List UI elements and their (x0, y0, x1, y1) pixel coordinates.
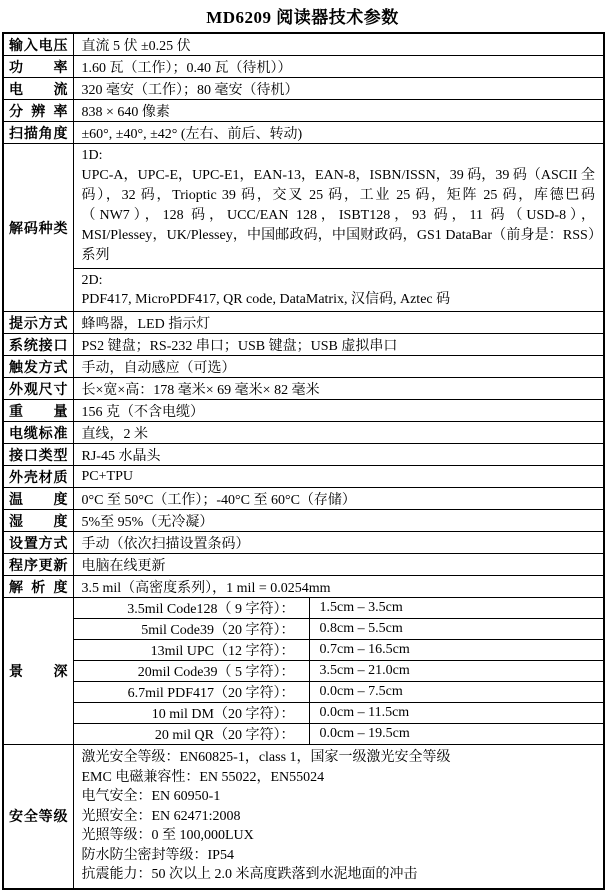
depth-row (3, 661, 604, 682)
depth-name: 3.5mil Code128（ 9 字符）： (73, 598, 309, 619)
table-row (3, 78, 604, 100)
decode-1d-title: 1D: (81, 148, 103, 163)
spec-label: 扫描角度 (9, 124, 68, 141)
table-row (3, 33, 604, 56)
decode-2d-cell (73, 269, 604, 312)
table-row (3, 422, 604, 444)
depth-range: 3.5cm – 21.0cm (309, 661, 604, 682)
spec-label: 系统接口 (9, 336, 68, 353)
spec-value: 320 毫安（工作）；80 毫安（待机） (73, 78, 604, 100)
depth-name: 10 mil DM（20 字符）： (73, 703, 309, 724)
spec-label: 外观尺寸 (9, 380, 68, 397)
table-row (3, 378, 604, 400)
spec-label: 温度 (9, 490, 68, 507)
safety-line: 激光安全等级：EN60825-1，class 1，国家一级激光安全等级 (81, 750, 451, 765)
safety-line: EMC 电磁兼容性：EN 55022，EN55024 (81, 769, 325, 785)
spec-value: 838 × 640 像素 (73, 100, 604, 122)
spec-value: 直流 5 伏 ±0.25 伏 (73, 33, 604, 56)
table-row (3, 400, 604, 422)
table-row (3, 745, 604, 889)
table-row (3, 312, 604, 334)
safety-line: 防水防尘密封等级：IP54 (81, 847, 234, 863)
depth-name: 20mil Code39（ 5 字符）： (73, 661, 309, 682)
spec-label: 功率 (9, 58, 68, 75)
spec-value: 5%至 95%（无冷凝） (73, 510, 604, 532)
spec-label: 设置方式 (9, 534, 68, 551)
spec-label: 电缆标准 (9, 424, 68, 441)
table-row (3, 488, 604, 510)
spec-value: PC+TPU (73, 466, 604, 488)
spec-value: 0°C 至 50°C（工作）；-40°C 至 60°C（存储） (73, 488, 604, 510)
spec-value: PS2 键盘；RS-232 串口；USB 键盘；USB 虚拟串口 (73, 334, 604, 356)
spec-value: 直线，2 米 (73, 422, 604, 444)
safety-cell (73, 745, 604, 889)
spec-label: 程序更新 (9, 556, 68, 573)
spec-label: 湿度 (9, 512, 68, 529)
spec-label: 输入电压 (9, 36, 68, 53)
depth-name: 13mil UPC（12 字符）： (73, 640, 309, 661)
spec-value: 手动，自动感应（可选） (73, 356, 604, 378)
decode-1d-body: UPC-A，UPC-E，UPC-E1，EAN-13，EAN-8，ISBN/ISSN，39 码，39 码（ASCII 全码），32 码，Trioptic 39 码，交叉 25 码，工业 25 码，矩阵 25 码，库德巴码（NW7），128 码，UCC/EAN 128，ISBT128，93 码，11 码（USD-8），MSI/Plessey，UK/Plessey，中国邮政码，中国财政码，GS1 DataBar（前身是：RSS）系列 (81, 168, 595, 263)
table-row (3, 510, 604, 532)
depth-range: 0.7cm – 16.5cm (309, 640, 604, 661)
spec-label: 提示方式 (9, 314, 68, 331)
spec-value: 电脑在线更新 (73, 554, 604, 576)
depth-name: 6.7mil PDF417（20 字符）： (73, 682, 309, 703)
table-row (3, 122, 604, 144)
spec-table (2, 32, 605, 890)
depth-row (3, 619, 604, 640)
spec-label: 接口类型 (9, 446, 68, 463)
table-row (3, 576, 604, 598)
table-row (3, 532, 604, 554)
spec-value: ±60°, ±40°, ±42° (左右、前后、转动) (73, 122, 604, 144)
safety-line: 抗震能力：50 次以上 2.0 米高度跌落到水泥地面的冲击 (81, 867, 418, 882)
safety-line: 电气安全：EN 60950-1 (81, 789, 221, 804)
spec-label: 景深 (9, 663, 68, 679)
depth-range: 0.0cm – 19.5cm (309, 724, 604, 745)
table-row (3, 100, 604, 122)
table-row (3, 144, 604, 269)
table-row (3, 269, 604, 312)
safety-line: 光照等级：0 至 100,000LUX (81, 828, 254, 843)
depth-row (3, 682, 604, 703)
table-row (3, 56, 604, 78)
depth-name: 5mil Code39（20 字符）： (73, 619, 309, 640)
spec-value: 3.5 mil（高密度系列），1 mil = 0.0254mm (73, 576, 604, 598)
depth-row (3, 640, 604, 661)
spec-label: 安全等级 (9, 808, 68, 825)
spec-label: 外壳材质 (9, 468, 68, 485)
spec-value: 蜂鸣器，LED 指示灯 (73, 312, 604, 334)
spec-label: 电流 (9, 80, 68, 97)
table-row (3, 334, 604, 356)
depth-row (3, 724, 604, 745)
page-title: MD6209 阅读器技术参数 (206, 8, 399, 27)
spec-label: 解码种类 (9, 219, 68, 236)
depth-row (3, 703, 604, 724)
table-row (3, 444, 604, 466)
spec-value: 156 克（不含电缆） (73, 400, 604, 422)
spec-label: 分辨率 (9, 102, 68, 119)
spec-value: 长×宽×高：178 毫米× 69 毫米× 82 毫米 (73, 378, 604, 400)
depth-range: 0.0cm – 11.5cm (309, 703, 604, 724)
spec-value: RJ-45 水晶头 (73, 444, 604, 466)
spec-value: 手动（依次扫描设置条码） (73, 532, 604, 554)
depth-name: 20 mil QR（20 字符）： (73, 724, 309, 745)
depth-range: 0.8cm – 5.5cm (309, 619, 604, 640)
safety-line: 光照安全：EN 62471:2008 (81, 808, 241, 824)
table-row (3, 356, 604, 378)
decode-1d-cell (73, 144, 604, 269)
spec-label: 触发方式 (9, 358, 68, 375)
table-row (3, 466, 604, 488)
spec-label: 解析度 (9, 578, 68, 595)
depth-range: 1.5cm – 3.5cm (309, 598, 604, 619)
decode-2d-body: PDF417, MicroPDF417, QR code, DataMatrix, 汉信码, Aztec 码 (81, 292, 451, 307)
depth-range: 0.0cm – 7.5cm (309, 682, 604, 703)
spec-value: 1.60 瓦（工作）；0.40 瓦（待机）） (73, 56, 604, 78)
spec-label: 重量 (9, 402, 68, 419)
depth-row (3, 598, 604, 619)
decode-2d-title: 2D: (81, 273, 103, 288)
table-row (3, 554, 604, 576)
